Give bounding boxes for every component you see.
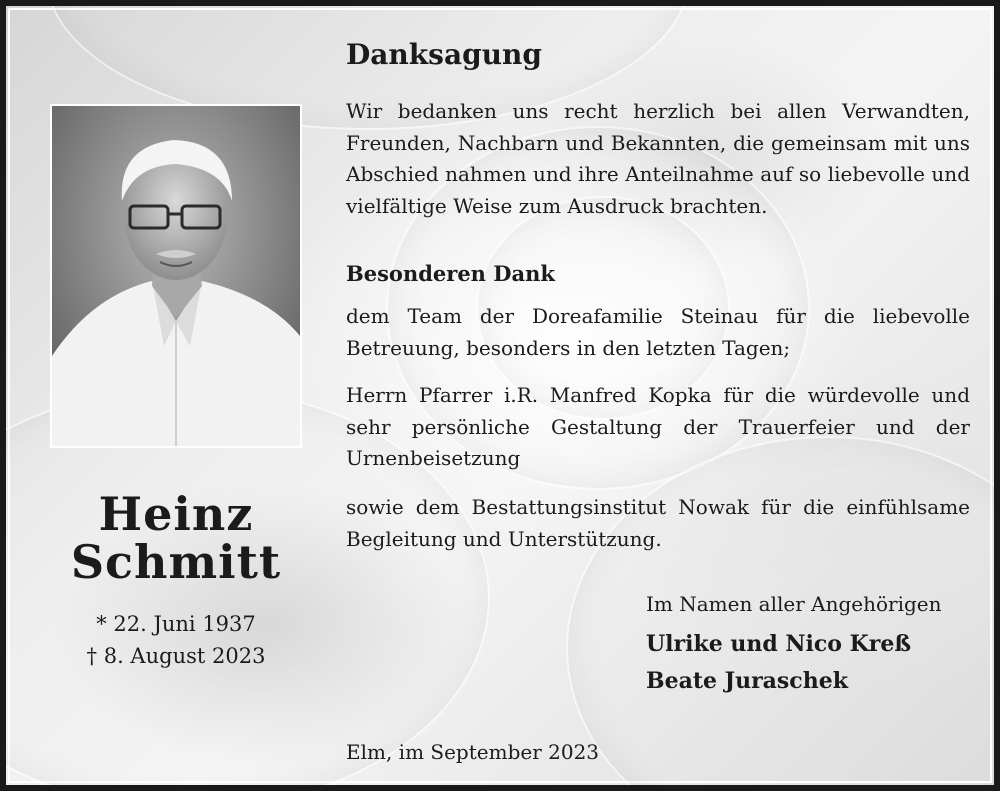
place-date: Elm, im September 2023 xyxy=(346,740,600,764)
deceased-first-name: Heinz xyxy=(98,487,254,541)
birth-date: * 22. Juni 1937 xyxy=(96,612,256,636)
thanks-item: Herrn Pfarrer i.R. Manfred Kopka für die würdevolle und sehr persönliche Gestaltung der Trauerfeier und der Urnenbeisetzung xyxy=(346,383,970,470)
portrait-illustration xyxy=(52,106,300,446)
thanks-item: dem Team der Doreafamilie Steinau für die liebevolle Betreuung, besonders in den letzten Tagen; xyxy=(346,304,970,360)
death-date: † 8. August 2023 xyxy=(86,644,266,668)
portrait-photo xyxy=(50,104,302,448)
signature-name: Ulrike und Nico Kreß xyxy=(646,631,912,657)
signature-intro: Im Namen aller Angehörigen xyxy=(646,592,942,616)
special-thanks-heading: Besonderen Dank xyxy=(346,261,555,286)
page-title: Danksagung xyxy=(346,38,542,71)
intro-paragraph: Wir bedanken uns recht herzlich bei allen Verwandten, Freunden, Nachbarn und Bekannten, die gemeinsam mit uns Abschied nahmen und ihre Anteilnahme auf so liebevolle und vielfältige Weise zum Ausdruck brachten. xyxy=(346,99,970,218)
signature-name: Beate Juraschek xyxy=(646,668,848,694)
thanks-item: sowie dem Bestattungsinstitut Nowak für die einfühlsame Begleitung und Unterstützung. xyxy=(346,495,970,551)
deceased-last-name: Schmitt xyxy=(70,535,282,589)
